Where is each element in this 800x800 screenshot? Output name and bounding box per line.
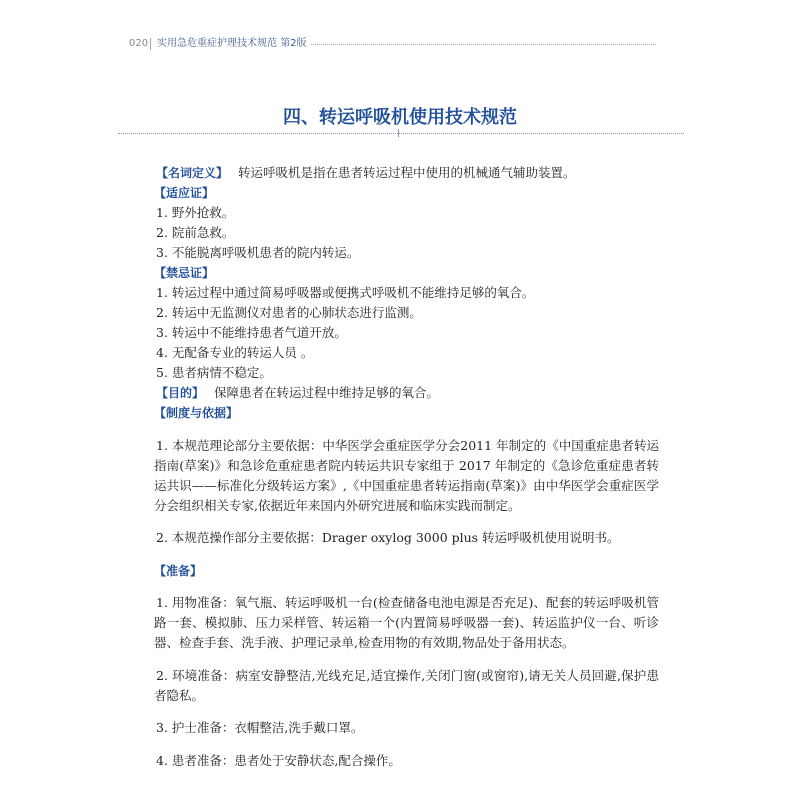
edition: 第2版 — [280, 38, 307, 49]
header-separator — [150, 38, 151, 50]
section-label-indications: 【适应证】 — [154, 186, 215, 200]
purpose-text: 保障患者在转运过程中维持足够的氧合。 — [214, 385, 440, 400]
list-item: 1. 转运过程中通过简易呼吸器或便携式呼吸机不能维持足够的氧合。 — [156, 285, 535, 300]
list-item: 5. 患者病情不稳定。 — [156, 365, 272, 380]
paragraph: 2. 环境准备：病室安静整洁,光线充足,适宜操作,关闭门窗(或窗帘),请无关人员回避,保护患者隐私。 — [154, 667, 659, 703]
title-rule-tick — [398, 129, 399, 137]
paragraph: 1. 用物准备：氧气瓶、转运呼吸机一台(检查储备电池电源是否充足)、配套的转运呼吸机管路一套、模拟肺、压力采样管、转运箱一个(内置简易呼吸器一套)、转运监护仪一台、听诊器、检查手套、洗手液、护理记录单,检查用物的有效期,物品处于备用状态。 — [154, 595, 659, 650]
paragraph: 3. 护士准备：衣帽整洁,洗手戴口罩。 — [156, 720, 364, 735]
book-title-text: 实用急危重症护理技术规范 — [157, 38, 277, 49]
list-item: 2. 院前急救。 — [156, 225, 235, 240]
paragraph: 4. 患者准备：患者处于安静状态,配合操作。 — [156, 752, 401, 768]
title-rule — [118, 133, 684, 134]
list-item: 2. 转运中无监测仪对患者的心肺状态进行监测。 — [156, 305, 422, 320]
section-label-contraindications: 【禁忌证】 — [154, 266, 215, 280]
header-dotted-rule — [311, 44, 656, 45]
section-label-basis: 【制度与依据】 — [154, 406, 239, 420]
definition-line — [154, 163, 659, 183]
running-header — [129, 37, 656, 51]
list-item: 1. 野外抢救。 — [156, 205, 235, 220]
book-title — [157, 37, 307, 51]
page-body — [154, 163, 659, 783]
section-label-preparation: 【准备】 — [154, 563, 203, 578]
paragraph: 1. 本规范理论部分主要依据：中华医学会重症医学分会2011 年制定的《中国重症患者转运指南(草案)》和急诊危重症患者院内转运共识专家组于 2017 年制定的《急诊危重症患者转运共识——标准化分级转运方案》,《中国重症患者转运指南(草案)》由中华医学会重症医学分会组织相关专家,依据近年来国内外研究进展和临床实践而制定。 — [154, 437, 659, 513]
page-number: 020 — [129, 38, 149, 49]
list-item: 3. 不能脱离呼吸机患者的院内转运。 — [156, 245, 360, 260]
paragraph: 2. 本规范操作部分主要依据：Drager oxylog 3000 plus 转运呼吸机使用说明书。 — [156, 530, 620, 545]
section-label-definition: 【名词定义】 — [156, 166, 229, 180]
list-item: 4. 无配备专业的转运人员 。 — [156, 345, 314, 360]
definition-text: 转运呼吸机是指在患者转运过程中使用的机械通气辅助装置。 — [238, 165, 576, 180]
purpose-line — [154, 383, 659, 403]
section-label-purpose: 【目的】 — [156, 386, 205, 400]
list-item: 3. 转运中不能维持患者气道开放。 — [156, 325, 347, 340]
page-title: 四、转运呼吸机使用技术规范 — [283, 107, 517, 128]
